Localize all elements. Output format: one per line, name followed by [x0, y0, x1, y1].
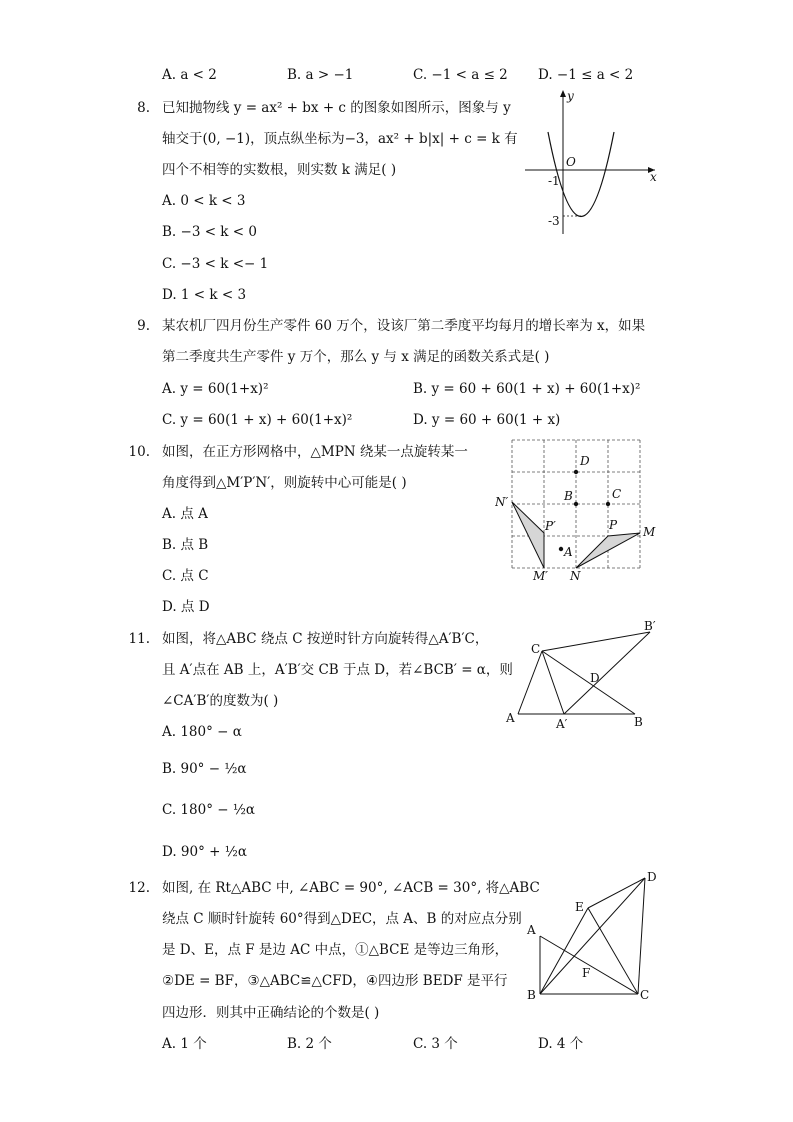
q12-text-line-5: 四边形．则其中正确结论的个数是( ): [162, 1005, 380, 1021]
point-c-dot: [606, 502, 610, 506]
point-b-dot: [574, 502, 578, 506]
triangle-m1p1n1: [512, 502, 544, 568]
q12-text-line-2: 绕点 C 顺时针旋转 60°得到△DEC，点 A、B 的对应点分别: [162, 911, 522, 927]
label-m: M: [643, 525, 656, 539]
origin-label: O: [566, 155, 576, 169]
q8-option-a: A. 0 < k < 3: [162, 193, 246, 209]
q12-option-a: A. 1 个: [162, 1036, 207, 1052]
q9-option-d: D. y = 60 + 60(1 + x): [413, 412, 561, 428]
label-p-prime: P′: [545, 519, 556, 533]
label-d: D: [580, 454, 590, 468]
q10-option-a: A. 点 A: [162, 506, 208, 522]
rotation-quadrilateral-figure: [520, 864, 670, 1004]
q12-text-line-1: 如图, 在 Rt△ABC 中, ∠ABC = 90°, ∠ACB = 30°, 将△ABC: [162, 880, 540, 896]
label-c: C: [640, 988, 650, 1002]
q11-option-b: B. 90° − ½α: [162, 761, 247, 777]
rotation-triangle-figure: [500, 618, 670, 733]
q11-option-c: C. 180° − ½α: [162, 802, 256, 818]
q7-option-b: B. a > −1: [287, 67, 354, 83]
label-n: N: [570, 569, 581, 582]
q10-text-line-2: 角度得到△M′P′N′，则旋转中心可能是( ): [162, 475, 407, 491]
q8-text-line-2: 轴交于(0, −1)，顶点纵坐标为−3，ax² + b|x| + c = k 有: [162, 131, 518, 147]
q12-option-d: D. 4 个: [538, 1036, 584, 1052]
q8-option-d: D. 1 < k < 3: [162, 287, 247, 303]
q12-number: 12.: [128, 880, 150, 896]
q10-option-d: D. 点 D: [162, 599, 210, 615]
q8-option-c: C. −3 < k <− 1: [162, 256, 269, 272]
q7-option-a: A. a < 2: [162, 67, 217, 83]
grid-rotation-figure: [495, 432, 665, 582]
q11-option-d: D. 90° + ½α: [162, 844, 247, 860]
point-d-dot: [574, 470, 578, 474]
figure-lines: [540, 878, 645, 994]
label-b: B: [564, 489, 573, 503]
label-d: D: [647, 870, 657, 884]
label-a: A: [527, 923, 536, 937]
point-a-dot: [559, 547, 563, 551]
q12-option-b: B. 2 个: [287, 1036, 332, 1052]
q8-text-line-1: 已知抛物线 y = ax² + bx + c 的图象如图所示，图象与 y: [162, 100, 511, 116]
label-c: C: [612, 487, 622, 501]
q11-text-line-1: 如图，将△ABC 绕点 C 按逆时针方向旋转得△A′B′C，: [162, 631, 489, 647]
y-axis-arrow-icon: [560, 90, 566, 97]
label-a: A: [506, 711, 515, 725]
q11-number: 11.: [128, 631, 150, 647]
q7-option-c: C. −1 < a ≤ 2: [413, 67, 508, 83]
label-b-prime: B′: [644, 619, 656, 633]
q9-text-line-2: 第二季度共生产零件 y 万个，那么 y 与 x 满足的函数关系式是( ): [162, 349, 550, 365]
parabola-figure: [520, 86, 670, 236]
label-n-prime: N′: [495, 495, 509, 509]
label-a-prime: A′: [556, 717, 568, 731]
q10-option-c: C. 点 C: [162, 568, 209, 584]
q11-text-line-3: ∠CA′B′的度数为( ): [162, 693, 279, 709]
q12-text-line-3: 是 D、E，点 F 是边 AC 中点，①△BCE 是等边三角形，: [162, 942, 509, 958]
q9-option-c: C. y = 60(1 + x) + 60(1+x)²: [162, 412, 353, 428]
q9-number: 9.: [137, 318, 150, 334]
q12-option-c: C. 3 个: [413, 1036, 458, 1052]
tick-label-minus-3: -3: [548, 214, 560, 228]
x-axis-label: x: [650, 170, 657, 184]
q11-text-line-2: 且 A′点在 AB 上，A′B′交 CB 于点 D，若∠BCB′ = α，则: [162, 662, 513, 678]
label-e: E: [575, 900, 584, 914]
label-b: B: [527, 988, 536, 1002]
label-f: F: [582, 966, 591, 980]
q10-text-line-1: 如图，在正方形网格中，△MPN 绕某一点旋转某一: [162, 444, 468, 460]
q12-text-line-4: ②DE = BF，③△ABC≌△CFD，④四边形 BEDF 是平行: [162, 973, 508, 989]
q10-option-b: B. 点 B: [162, 537, 209, 553]
label-c: C: [531, 642, 541, 656]
label-m-prime: M′: [533, 569, 549, 582]
q9-option-b: B. y = 60 + 60(1 + x) + 60(1+x)²: [413, 381, 641, 397]
label-d: D: [590, 671, 600, 685]
tick-label-minus-1: -1: [548, 174, 560, 188]
q8-number: 8.: [137, 100, 150, 116]
label-a: A: [564, 545, 573, 559]
label-p: P: [609, 518, 618, 532]
q7-option-d: D. −1 ≤ a < 2: [538, 67, 634, 83]
q9-text-line-1: 某农机厂四月份生产零件 60 万个，设该厂第二季度平均每月的增长率为 x，如果: [162, 318, 646, 334]
q9-option-a: A. y = 60(1+x)²: [162, 381, 269, 397]
q8-text-line-3: 四个不相等的实数根，则实数 k 满足( ): [162, 162, 397, 178]
label-b: B: [634, 715, 643, 729]
q8-option-b: B. −3 < k < 0: [162, 224, 257, 240]
q10-number: 10.: [128, 444, 150, 460]
y-axis-label: y: [567, 89, 574, 103]
q11-option-a: A. 180° − α: [162, 724, 242, 740]
